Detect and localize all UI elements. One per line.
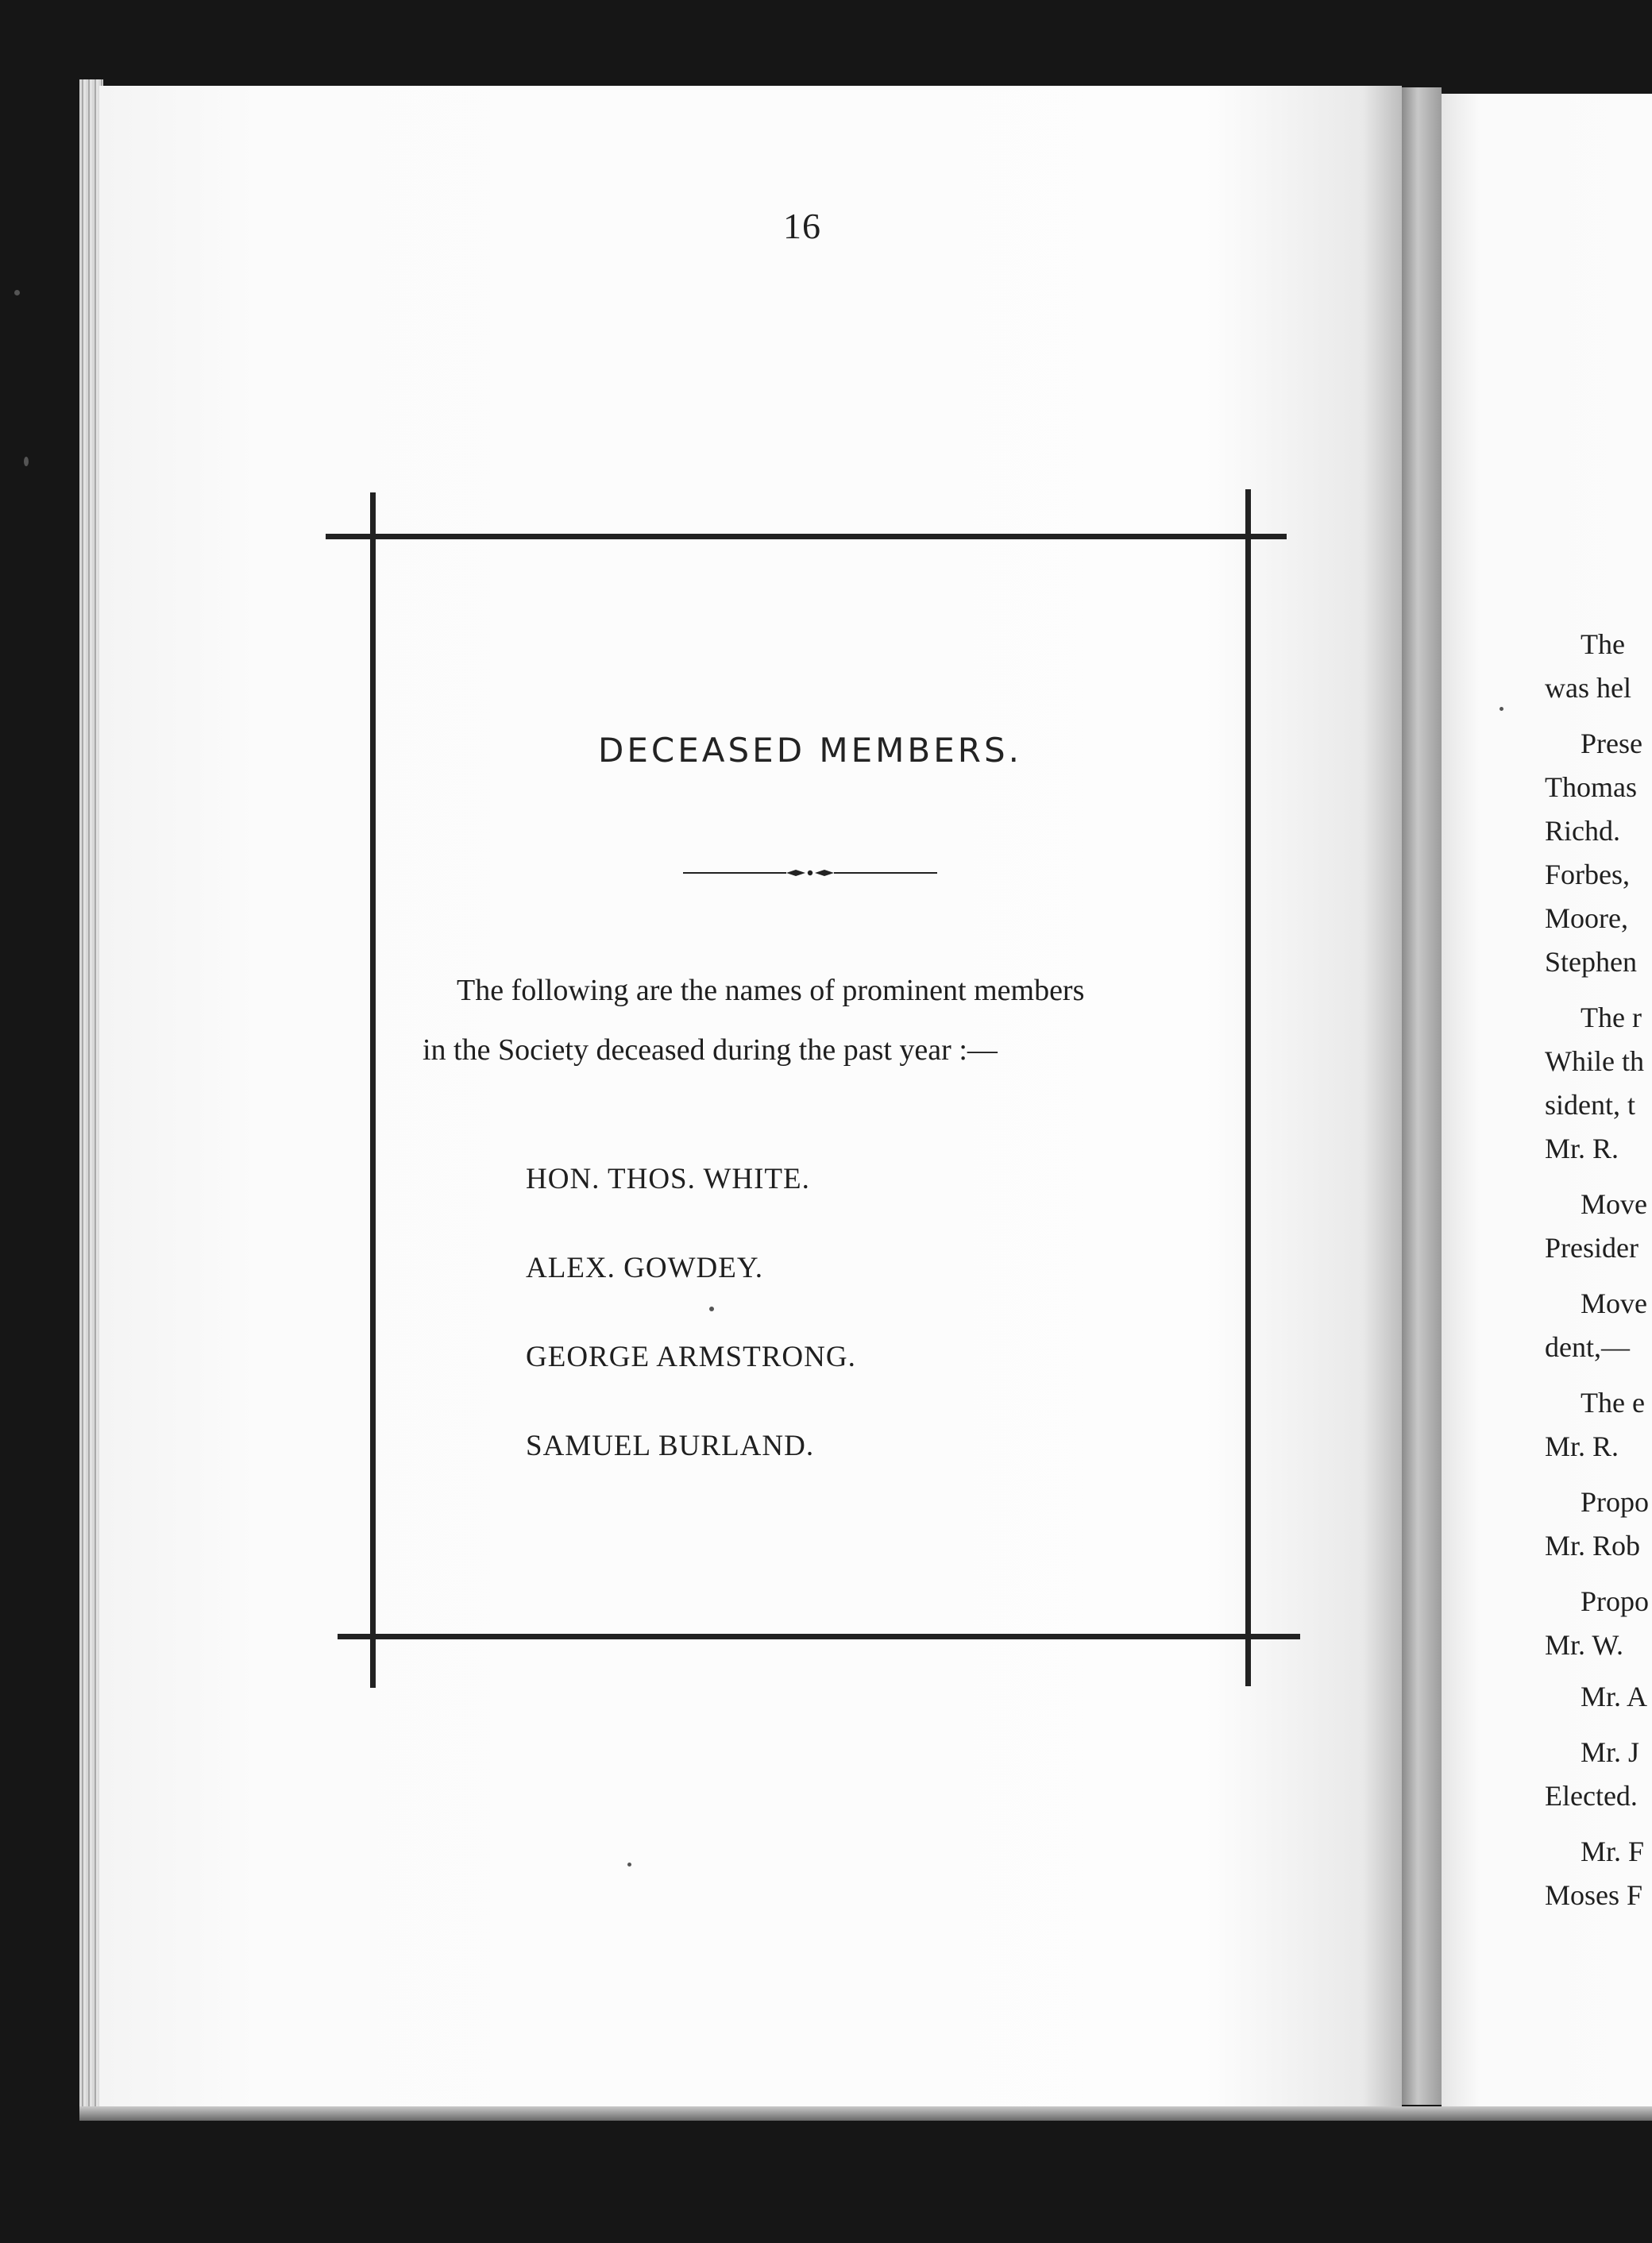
member-name: ALEX. GOWDEY. [526, 1252, 764, 1284]
facing-line: sident, t [1545, 1089, 1635, 1121]
facing-line: Move [1581, 1288, 1647, 1319]
member-name: GEORGE ARMSTRONG. [526, 1341, 856, 1373]
page-number: 16 [783, 206, 821, 246]
facing-line: dent,— [1545, 1331, 1630, 1363]
page-bottom-shadow [79, 2106, 1652, 2121]
member-name: HON. THOS. WHITE. [526, 1163, 810, 1195]
facing-line: Moore, [1545, 902, 1628, 934]
facing-line: Mr. J [1581, 1736, 1640, 1768]
scan-speck [24, 457, 29, 466]
facing-line: The e [1581, 1387, 1645, 1419]
facing-line: Mr. Rob [1545, 1530, 1641, 1562]
left-page [99, 86, 1402, 2107]
facing-line: Presider [1545, 1232, 1638, 1264]
facing-line: Prese [1581, 728, 1642, 759]
facing-line: Mr. R. [1545, 1430, 1619, 1462]
frame-rule-bottom [338, 1634, 1300, 1639]
facing-line: The r [1581, 1002, 1642, 1033]
facing-line: Mr. F [1581, 1836, 1645, 1867]
deceased-members-list [526, 1160, 856, 1515]
facing-line: Richd. [1545, 815, 1620, 847]
member-name: SAMUEL BURLAND. [526, 1430, 815, 1462]
facing-line: Mr. A [1581, 1681, 1648, 1712]
facing-page-text [1442, 627, 1652, 1978]
scan-speck [1500, 707, 1503, 711]
frame-rule-left [370, 492, 376, 1688]
facing-line: Stephen [1545, 946, 1637, 978]
facing-line: Propo [1581, 1486, 1650, 1518]
facing-line: Move [1581, 1188, 1647, 1220]
scan-speck [14, 290, 20, 295]
section-title: DECEASED MEMBERS. [598, 731, 1022, 770]
book-gutter [1402, 87, 1442, 2105]
intro-line-2: in the Society deceased during the past year :— [423, 1033, 998, 1067]
intro-line-1: The following are the names of prominent members [457, 974, 1085, 1007]
facing-line: Elected. [1545, 1780, 1638, 1812]
scan-speck [709, 1307, 714, 1311]
facing-line: was hel [1545, 672, 1631, 704]
facing-line: Propo [1581, 1585, 1650, 1617]
facing-line: Moses F [1545, 1879, 1643, 1911]
facing-line: Mr. W. [1545, 1629, 1624, 1661]
scan-speck [627, 1863, 631, 1867]
facing-line: Mr. R. [1545, 1133, 1619, 1164]
facing-line: While th [1545, 1045, 1644, 1077]
frame-rule-top [326, 534, 1287, 539]
ornament-divider [683, 868, 937, 878]
frame-rule-right [1245, 489, 1251, 1686]
facing-line: Thomas [1545, 771, 1637, 803]
facing-line: Forbes, [1545, 859, 1630, 890]
facing-line: The [1581, 628, 1625, 660]
